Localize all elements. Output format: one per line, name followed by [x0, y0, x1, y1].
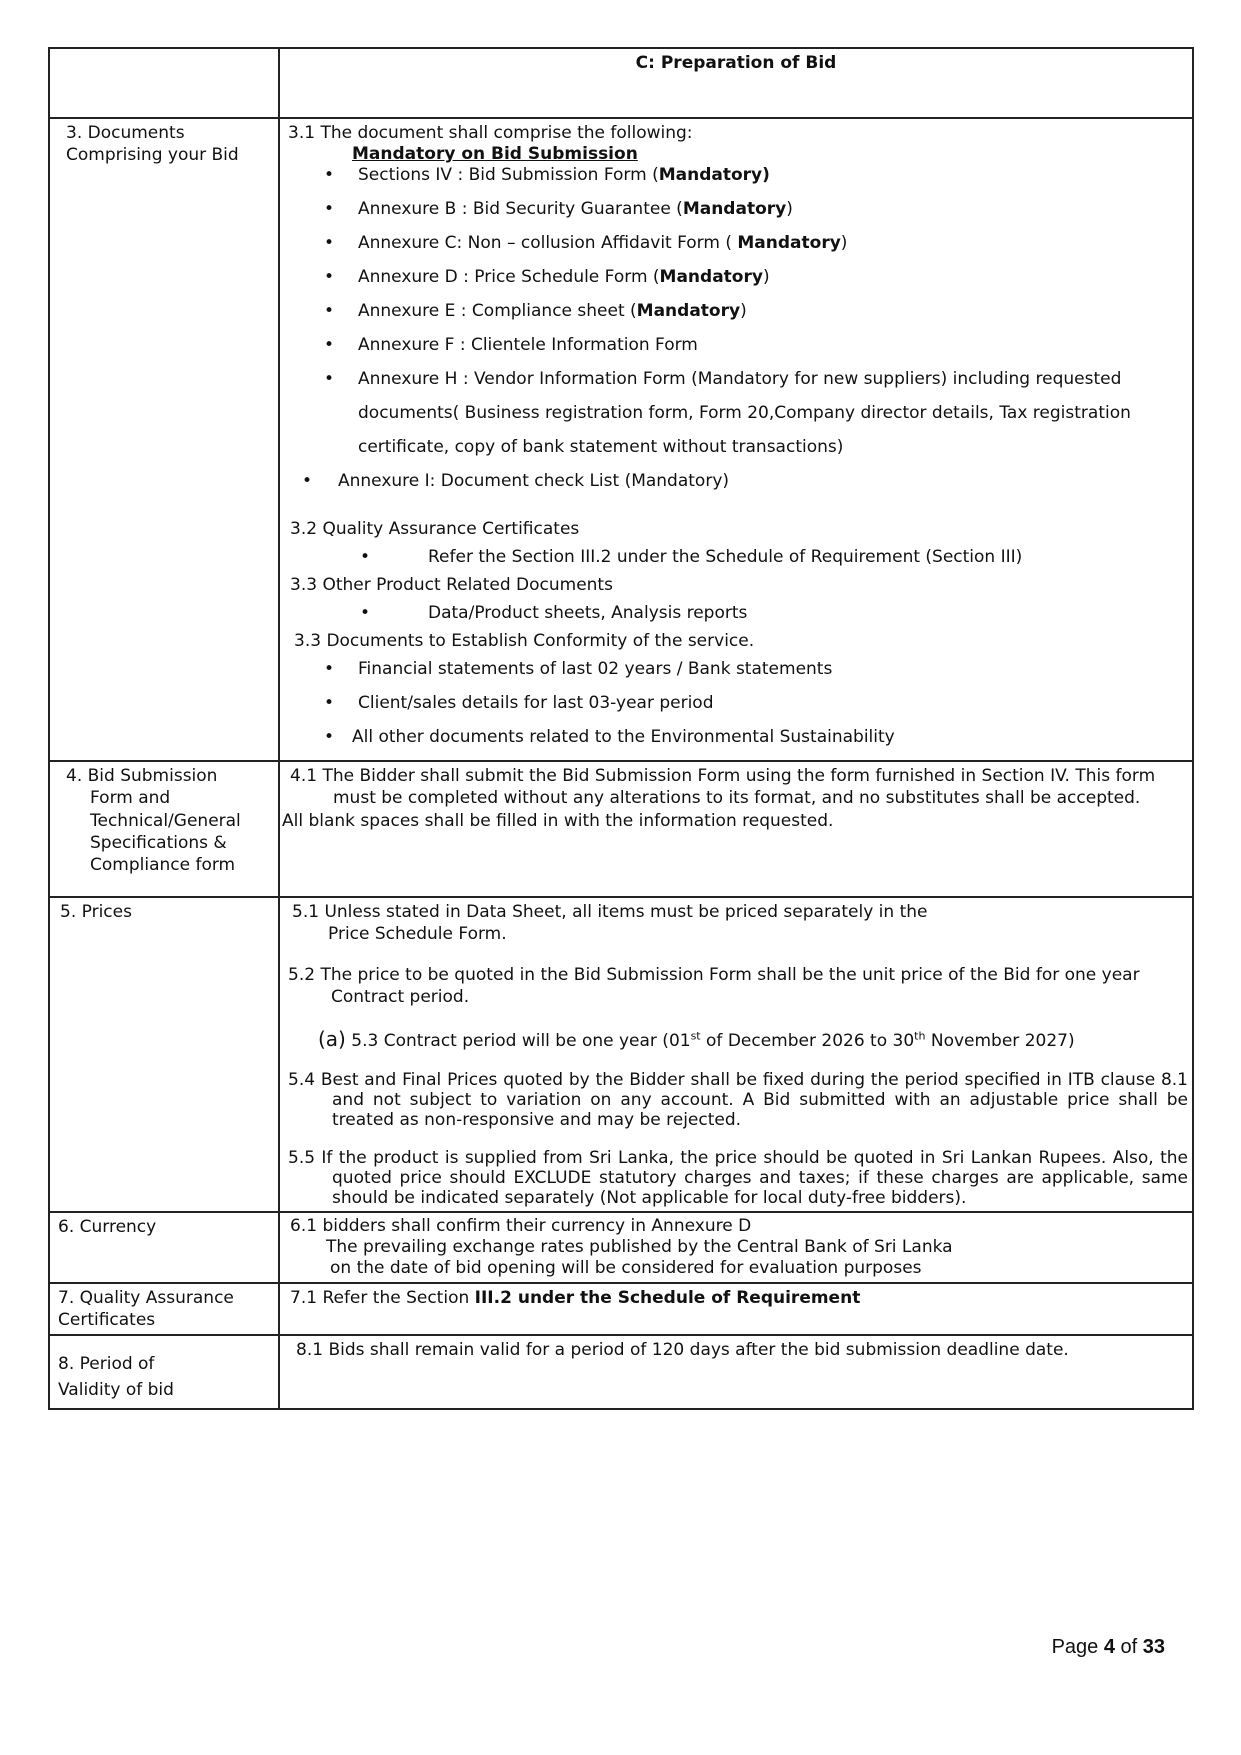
row-content-quality-assurance: [279, 1283, 1193, 1335]
list-item: • Annexure E : Compliance sheet (Mandatory): [288, 294, 1184, 328]
list-item: • Financial statements of last 02 years / Bank statements: [288, 652, 1184, 686]
clause-3-3-conformity: 3.3 Documents to Establish Conformity of the service.: [294, 631, 755, 652]
clause-3-1: 3.1 The document shall comprise the following:: [288, 123, 693, 143]
qa-list: [288, 540, 1184, 574]
clause-7-1: 7.1 Refer the Section III.2 under the Schedule of Requirement: [290, 1287, 861, 1308]
label-text: 3. Documents Comprising your Bid: [66, 123, 239, 166]
conformity-list: [288, 652, 1184, 754]
clause-5-4: 5.4 Best and Final Prices quoted by the Bidder shall be fixed during the period specified in ITB clause 8.1 and not subject to variation on any account. A Bid submitted with an adjustable price shall be treated as non-responsive and may be rejected.: [288, 1069, 1188, 1130]
clause-5-1-cont: Price Schedule Form.: [328, 924, 507, 945]
label-text: 5. Prices: [60, 902, 132, 923]
list-item-annexure-i: • Annexure I: Document check List (Mandatory): [288, 464, 1184, 498]
row-bid-submission: [49, 761, 1193, 897]
clause-6-1-cont: on the date of bid opening will be considered for evaluation purposes: [330, 1257, 922, 1278]
label-text: 7. Quality Assurance Certificates: [58, 1287, 234, 1330]
clause-4-1: 4.1 The Bidder shall submit the Bid Submission Form using the form furnished in Section IV. This form: [290, 766, 1156, 787]
clause-6-1: 6.1 bidders shall confirm their currency in Annexure D: [290, 1215, 752, 1236]
clause-6-1-cont: The prevailing exchange rates published by the Central Bank of Sri Lanka: [326, 1236, 953, 1257]
row-content-currency: [279, 1212, 1193, 1283]
row-label-quality-assurance: [49, 1283, 279, 1335]
row-label-prices: [49, 897, 279, 1211]
list-item: • All other documents related to the Environmental Sustainability: [288, 720, 1184, 754]
bid-preparation-table: [48, 47, 1194, 1410]
clause-8-1: 8.1 Bids shall remain valid for a period of 120 days after the bid submission deadline date.: [296, 1339, 1069, 1360]
section-title: C: Preparation of Bid: [279, 48, 1193, 118]
row-validity: [49, 1335, 1193, 1409]
row-prices: [49, 897, 1193, 1211]
header-empty-cell: [49, 48, 279, 118]
clause-4-1-cont: All blank spaces shall be filled in with the information requested.: [282, 810, 834, 831]
clause-5-2: 5.2 The price to be quoted in the Bid Submission Form shall be the unit price of the Bid for one year: [288, 964, 1140, 985]
list-item: • Client/sales details for last 03-year period: [288, 686, 1184, 720]
list-item: • Annexure H : Vendor Information Form (Mandatory for new suppliers) including requested documents( Business registration form, Form 20,Company director details, Tax registration certificate, copy of bank statement without transactions): [288, 362, 1184, 464]
row-currency: [49, 1212, 1193, 1283]
label-text: 6. Currency: [58, 1216, 157, 1237]
row-label-currency: [49, 1212, 279, 1283]
mandatory-heading: Mandatory on Bid Submission: [352, 144, 638, 165]
clause-3-3-other: 3.3 Other Product Related Documents: [290, 575, 613, 596]
clause-3-2: 3.2 Quality Assurance Certificates: [290, 519, 580, 540]
label-text: Form and Technical/General Specifications & Compliance form: [90, 788, 241, 875]
mandatory-list: [288, 158, 1184, 498]
page-number: Page 4 of 33: [1051, 1636, 1165, 1658]
other-docs-list: [288, 596, 1184, 630]
row-content-bid-submission: [279, 761, 1193, 897]
row-content-prices: [279, 897, 1193, 1211]
list-item: • Annexure C: Non – collusion Affidavit Form ( Mandatory): [288, 226, 1184, 260]
list-item: • Refer the Section III.2 under the Schedule of Requirement (Section III): [288, 540, 1184, 574]
row-content-validity: [279, 1335, 1193, 1409]
row-content-documents: [279, 118, 1193, 761]
list-item: • Annexure F : Clientele Information Form: [288, 328, 1184, 362]
row-label-documents: [49, 118, 279, 761]
list-item: • Annexure B : Bid Security Guarantee (Mandatory): [288, 192, 1184, 226]
clause-4-1-cont: must be completed without any alterations to its format, and no substitutes shall be accepted.: [333, 788, 1141, 809]
label-text: 4. Bid Submission: [66, 766, 218, 787]
row-label-validity: [49, 1335, 279, 1409]
header-row: [49, 48, 1193, 118]
list-item: • Annexure D : Price Schedule Form (Mandatory): [288, 260, 1184, 294]
list-item: • Data/Product sheets, Analysis reports: [288, 596, 1184, 630]
clause-5-5: 5.5 If the product is supplied from Sri Lanka, the price should be quoted in Sri Lankan Rupees. Also, the quoted price should EXCLUDE statutory charges and taxes; if these charges are applicable, same should be indicated separately (Not applicable for local duty-free bidders).: [288, 1147, 1188, 1208]
label-text: 8. Period of Validity of bid: [58, 1353, 174, 1400]
row-quality-assurance: [49, 1283, 1193, 1335]
clause-5-2-cont: Contract period.: [331, 986, 470, 1007]
row-documents: [49, 118, 1193, 761]
list-item: • Sections IV : Bid Submission Form (Mandatory): [288, 158, 1184, 192]
clause-5-3: (a) 5.3 Contract period will be one year (01st of December 2026 to 30th November 2027): [318, 1026, 1075, 1051]
clause-5-1: 5.1 Unless stated in Data Sheet, all items must be priced separately in the: [292, 902, 928, 923]
row-label-bid-submission: [49, 761, 279, 897]
list-marker: (a): [318, 1026, 346, 1051]
